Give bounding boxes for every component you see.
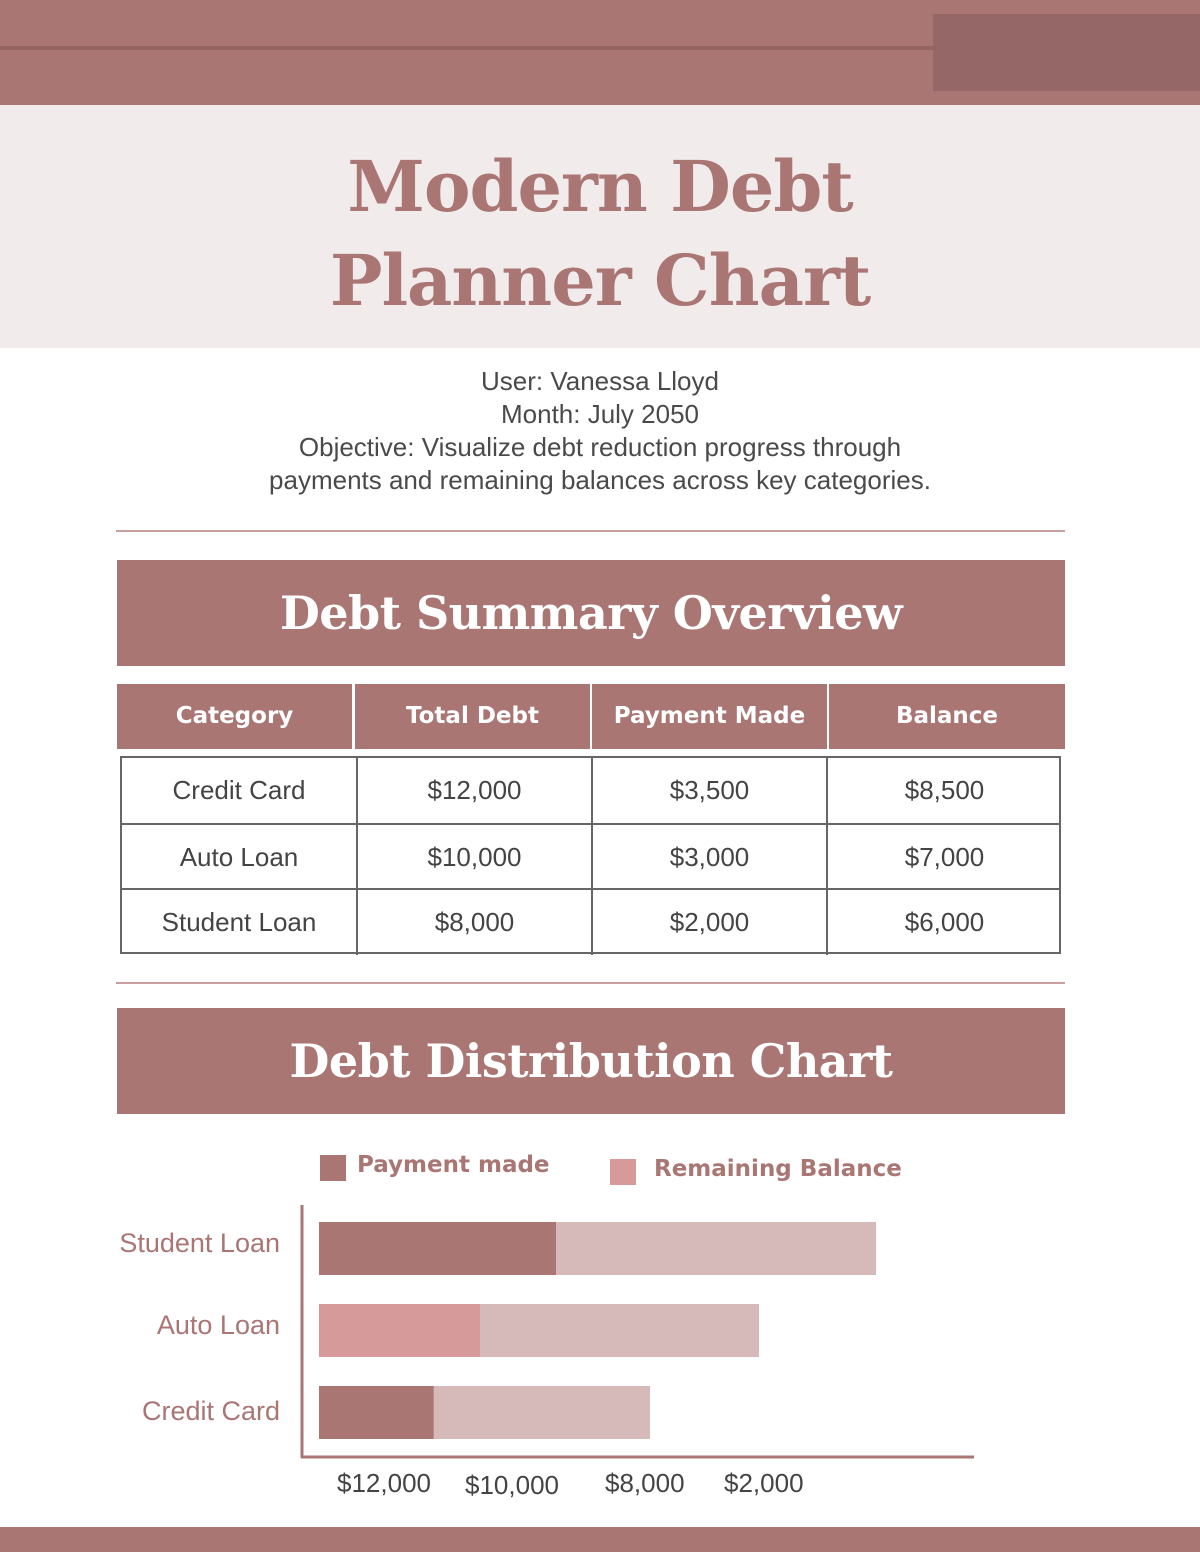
table-cell: $2,000 (591, 890, 826, 955)
bar-payment-student-loan (319, 1222, 556, 1275)
x-tick-label: $12,000 (337, 1468, 431, 1498)
table-row (122, 758, 1059, 823)
bar-payment-credit-card (319, 1386, 434, 1439)
column-header-category: Category (117, 684, 352, 749)
legend-swatch-remaining-balance (610, 1159, 636, 1185)
table-cell: $8,000 (356, 890, 591, 955)
table-cell: $8,500 (826, 758, 1061, 823)
debt-summary-table (120, 756, 1061, 954)
bar-payment-auto-loan (319, 1304, 480, 1357)
footer-band (0, 1527, 1200, 1552)
y-tick-label-credit-card: Credit Card (141, 1396, 280, 1426)
header-accent-block (933, 14, 1200, 91)
table-cell: $3,500 (591, 758, 826, 823)
month-text: Month: July 2050 (500, 399, 699, 429)
objective-text-line-1: Objective: Visualize debt reduction progress through (298, 432, 902, 462)
page-title-line-1: Modern Debt (347, 145, 853, 228)
column-header-payment-made: Payment Made (592, 684, 827, 749)
table-cell: Auto Loan (179, 842, 299, 872)
bar-remaining-credit-card (319, 1386, 650, 1439)
page-title (0, 140, 1200, 328)
bar-remaining-auto-loan (319, 1304, 759, 1357)
page-title-line-2: Planner Chart (329, 239, 871, 322)
table-row (122, 823, 1059, 890)
divider (116, 982, 1065, 984)
x-tick-label: $2,000 (724, 1468, 804, 1498)
user-text: User: Vanessa Lloyd (481, 366, 719, 396)
table-cell: Student Loan (161, 907, 317, 937)
summary-heading: Debt Summary Overview (117, 560, 1065, 666)
bar-remaining-student-loan (319, 1222, 876, 1275)
x-tick-label: $10,000 (465, 1470, 559, 1500)
x-tick-label: $8,000 (605, 1468, 685, 1498)
chart-heading: Debt Distribution Chart (117, 1008, 1065, 1114)
legend-label-payment-made: Payment made (357, 1152, 550, 1178)
objective-text-line-2: payments and remaining balances across key categories. (269, 465, 931, 495)
column-header-balance: Balance (829, 684, 1065, 749)
table-cell: $12,000 (356, 758, 591, 823)
y-tick-label-auto-loan: Auto Loan (156, 1310, 280, 1340)
table-cell: Credit Card (172, 775, 306, 805)
document-info (0, 365, 1200, 497)
table-cell: $10,000 (356, 825, 591, 890)
table-cell: $7,000 (826, 825, 1061, 890)
legend-swatch-payment-made (320, 1155, 346, 1181)
table-cell: $3,000 (591, 825, 826, 890)
table-cell: $6,000 (826, 890, 1061, 955)
table-row (122, 888, 1059, 955)
divider (116, 530, 1065, 532)
column-header-total-debt: Total Debt (355, 684, 590, 749)
legend-label-remaining-balance: Remaining Balance (654, 1156, 902, 1182)
y-tick-label-student-loan: Student Loan (119, 1228, 280, 1258)
